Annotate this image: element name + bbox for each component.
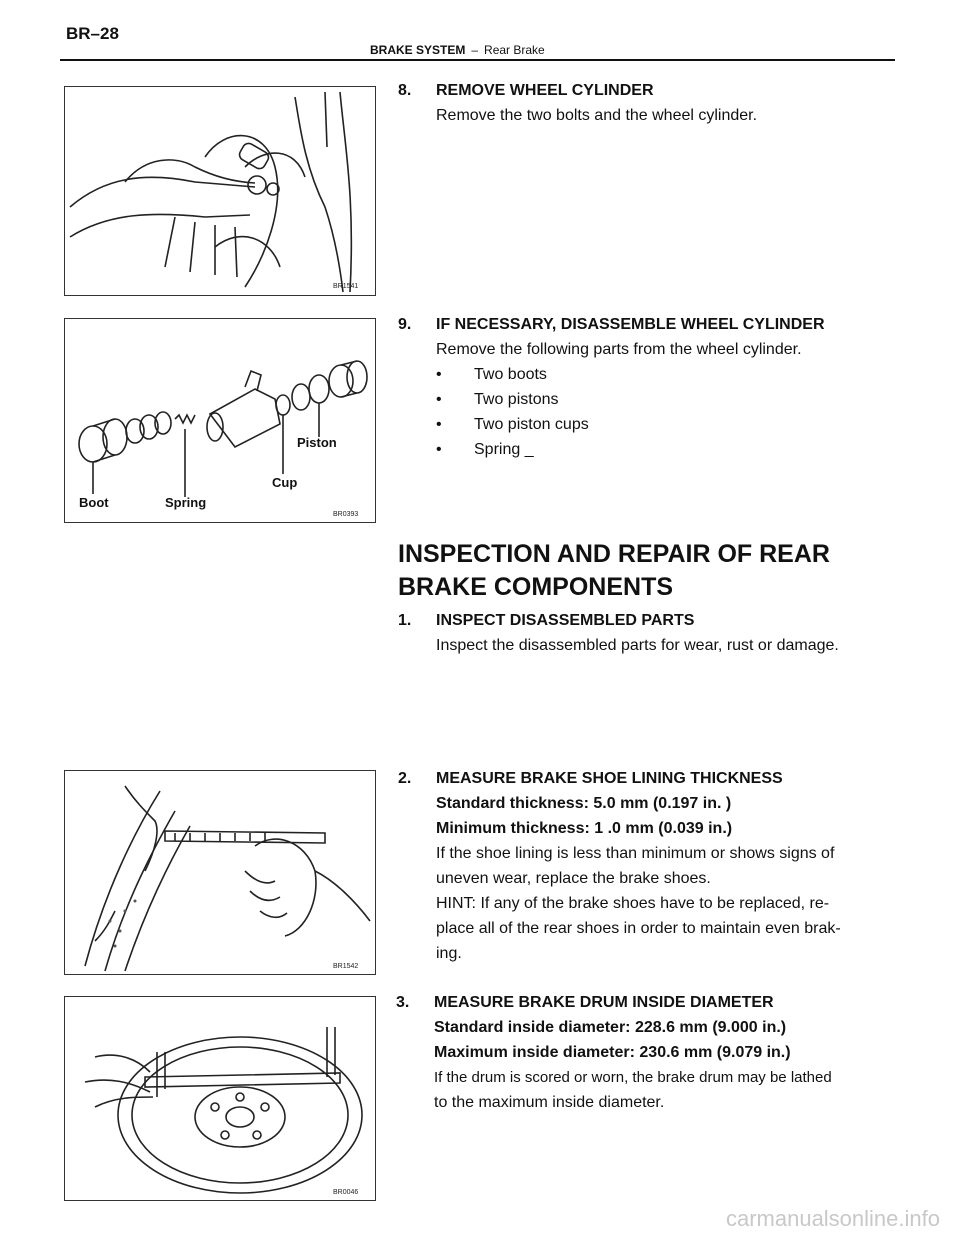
illustration-wheel-cylinder-parts (65, 319, 375, 522)
step-3-body-2: to the maximum inside diameter. (434, 1094, 665, 1111)
step-2-spec-standard: Standard thickness: 5.0 mm (0.197 in. ) (436, 795, 732, 812)
label-piston: Piston (297, 435, 337, 450)
step-2-hint-1: HINT: If any of the brake shoes have to be replaced, re- (436, 895, 830, 912)
figure-remove-wheel-cylinder (64, 86, 376, 296)
section-title-line-2: BRAKE COMPONENTS (398, 573, 674, 601)
step-2-hint-2: place all of the rear shoes in order to maintain even brak- (436, 920, 841, 937)
bullet-icon: • (436, 441, 442, 458)
bullet-icon: • (436, 416, 442, 433)
list-item (398, 362, 918, 387)
label-spring: Spring (165, 495, 207, 510)
figure-code-3: BR1542 (333, 963, 359, 970)
label-boot: Boot (79, 495, 109, 510)
list-item-text: Two boots (474, 366, 547, 383)
step-2-body-2: uneven wear, replace the brake shoes. (436, 870, 711, 887)
section-title (398, 538, 918, 604)
figure-code-2: BR0393 (333, 511, 359, 518)
step-9-body: Remove the following parts from the wheel cylinder. (436, 341, 802, 358)
bullet-icon: • (436, 391, 442, 408)
step-9 (398, 312, 918, 462)
step-1-title: INSPECT DISASSEMBLED PARTS (436, 612, 695, 629)
step-2-body-1: If the shoe lining is less than minimum or shows signs of (436, 845, 835, 862)
figure-code-1: BR1541 (333, 283, 359, 290)
list-item (398, 437, 918, 462)
label-cup: Cup (272, 475, 298, 490)
watermark: carmanualsonline.info (725, 1206, 940, 1231)
step-2-title: MEASURE BRAKE SHOE LINING THICKNESS (436, 770, 783, 787)
figure-lining-thickness (64, 770, 376, 975)
illustration-drum-diameter (65, 997, 375, 1200)
step-9-number: 9. (398, 316, 412, 333)
step-2-number: 2. (398, 770, 412, 787)
figure-drum-diameter (64, 996, 376, 1201)
list-item-text: Two pistons (474, 391, 559, 408)
step-2-hint-3: ing. (436, 945, 462, 962)
step-2 (398, 766, 918, 966)
header-separator: – (471, 43, 479, 57)
step-2-spec-minimum: Minimum thickness: 1 .0 mm (0.039 in.) (436, 820, 733, 837)
step-3 (396, 990, 916, 1115)
step-8 (398, 78, 918, 128)
illustration-remove-wheel-cylinder (65, 87, 375, 295)
header-section: BRAKE SYSTEM (370, 43, 466, 57)
figure-code-4: BR0046 (333, 1189, 359, 1196)
step-3-spec-maximum: Maximum inside diameter: 230.6 mm (9.079 in.) (434, 1044, 791, 1061)
list-item-text: Spring _ (474, 441, 534, 458)
step-8-body: Remove the two bolts and the wheel cylinder. (436, 107, 758, 124)
header-rule (60, 59, 895, 61)
step-1 (398, 608, 918, 658)
step-3-title: MEASURE BRAKE DRUM INSIDE DIAMETER (434, 994, 774, 1011)
section-title-line-1: INSPECTION AND REPAIR OF REAR (398, 540, 830, 568)
step-3-spec-standard: Standard inside diameter: 228.6 mm (9.000 in.) (434, 1019, 787, 1036)
step-8-title: REMOVE WHEEL CYLINDER (436, 82, 654, 99)
list-item (398, 412, 918, 437)
list-item-text: Two piston cups (474, 416, 589, 433)
step-3-number: 3. (396, 994, 410, 1011)
list-item (398, 387, 918, 412)
illustration-lining-thickness (65, 771, 375, 974)
step-1-number: 1. (398, 612, 412, 629)
page-number: BR–28 (66, 24, 119, 43)
header-subsection: Rear Brake (484, 43, 545, 57)
running-header (370, 43, 545, 57)
bullet-icon: • (436, 366, 442, 383)
step-3-body-1: If the drum is scored or worn, the brake drum may be lathed (434, 1069, 832, 1086)
step-8-number: 8. (398, 82, 412, 99)
step-9-title: IF NECESSARY, DISASSEMBLE WHEEL CYLINDER (436, 316, 825, 333)
step-1-body: Inspect the disassembled parts for wear, rust or damage. (436, 637, 839, 654)
figure-wheel-cylinder-parts (64, 318, 376, 523)
